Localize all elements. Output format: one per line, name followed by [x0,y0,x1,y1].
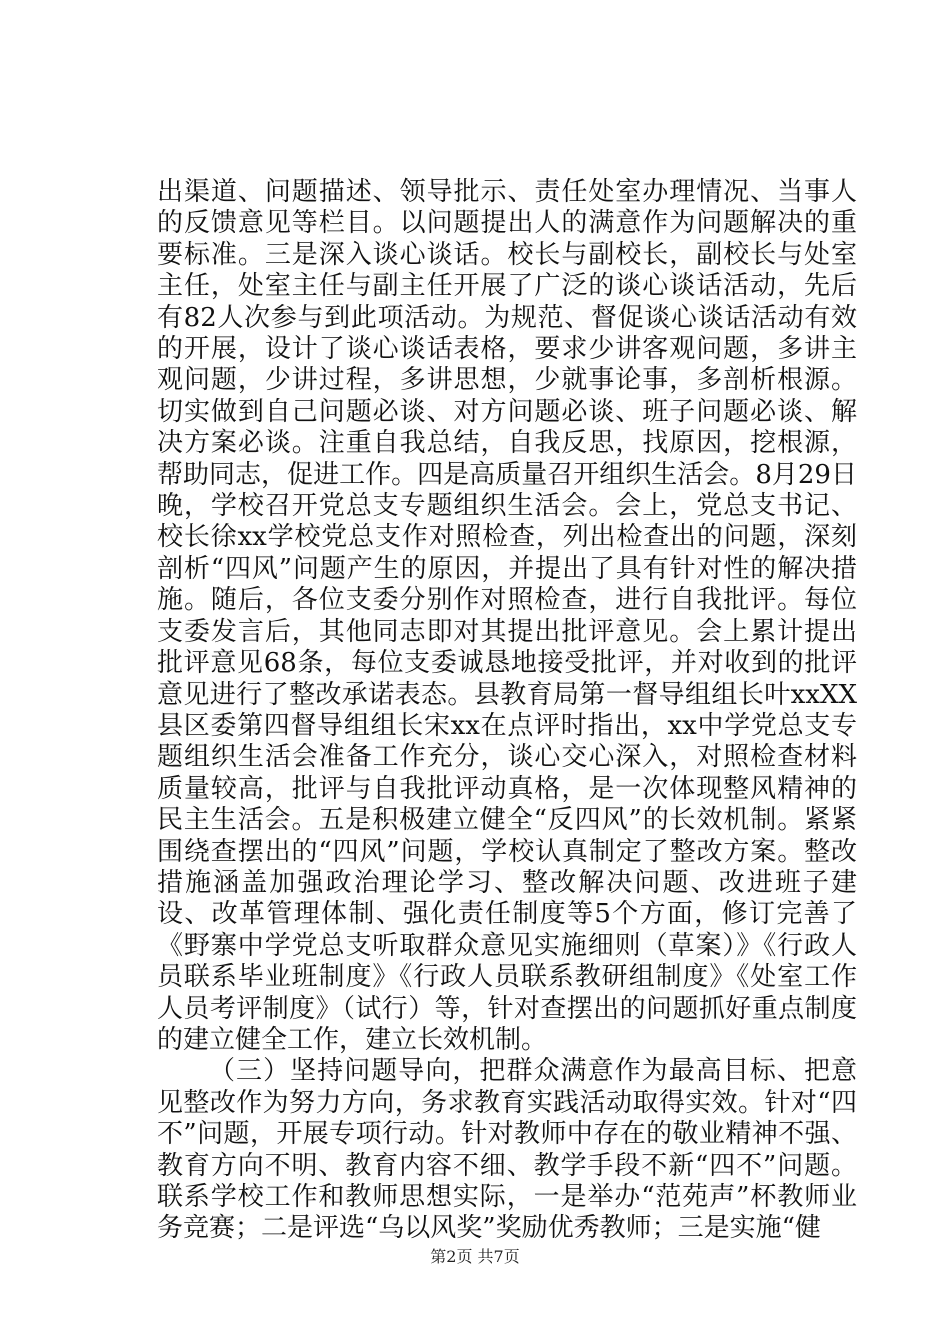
page-footer [0,1244,950,1267]
paragraph-continued: 出渠道、问题描述、领导批示、责任处室办理情况、当事人的反馈意见等栏目。以问题提出人的满意作为问题解决的重要标准。三是深入谈心谈话。校长与副校长，副校长与处室主任，处室主任与副主任开展了广泛的谈心谈话活动，先后有82人次参与到此项活动。为规范、督促谈心谈话活动有效的开展，设计了谈心谈话表格，要求少讲客观问题，多讲主观问题，少讲过程，多讲思想，少就事论事，多剖析根源。切实做到自己问题必谈、对方问题必谈、班子问题必谈、解决方案必谈。注重自我总结，自我反思，找原因，挖根源，帮助同志，促进工作。四是高质量召开组织生活会。8月29日晚，学校召开党总支专题组织生活会。会上，党总支书记、校长徐xx学校党总支作对照检查，列出检查出的问题，深刻剖析“四风”问题产生的原因，并提出了具有针对性的解决措施。随后，各位支委分别作对照检查，进行自我批评。每位支委发言后，其他同志即对其提出批评意见。会上累计提出批评意见68条，每位支委诚恳地接受批评，并对收到的批评意见进行了整改承诺表态。县教育局第一督导组组长叶xxXX县区委第四督导组组长宋xx在点评时指出，xx中学党总支专题组织生活会准备工作充分，谈心交心深入，对照检查材料质量较高，批评与自我批评动真格，是一次体现整风精神的民主生活会。五是积极建立健全“反四风”的长效机制。紧紧围绕查摆出的“四风”问题，学校认真制定了整改方案。整改措施涵盖加强政治理论学习、整改解决问题、改进班子建设、改革管理体制、强化责任制度等5个方面，修订完善了《野寨中学党总支听取群众意见实施细则（草案）》《行政人员联系毕业班制度》《行政人员联系教研组制度》《处室工作人员考评制度》（试行）等，针对查摆出的问题抓好重点制度的建立健全工作，建立长效机制。 [157,177,857,1055]
page-number: 第2页 共7页 [430,1247,520,1266]
document-body [157,177,857,1245]
paragraph-section-three: （三）坚持问题导向，把群众满意作为最高目标、把意见整改作为努力方向，务求教育实践活动取得实效。针对“四不”问题，开展专项行动。针对教师中存在的敬业精神不强、教育方向不明、教育内容不细、教学手段不新“四不”问题。联系学校工作和教师思想实际，一是举办“范苑声”杯教师业务竞赛；二是评选“乌以风奖”奖励优秀教师；三是实施“健 [157,1056,857,1244]
